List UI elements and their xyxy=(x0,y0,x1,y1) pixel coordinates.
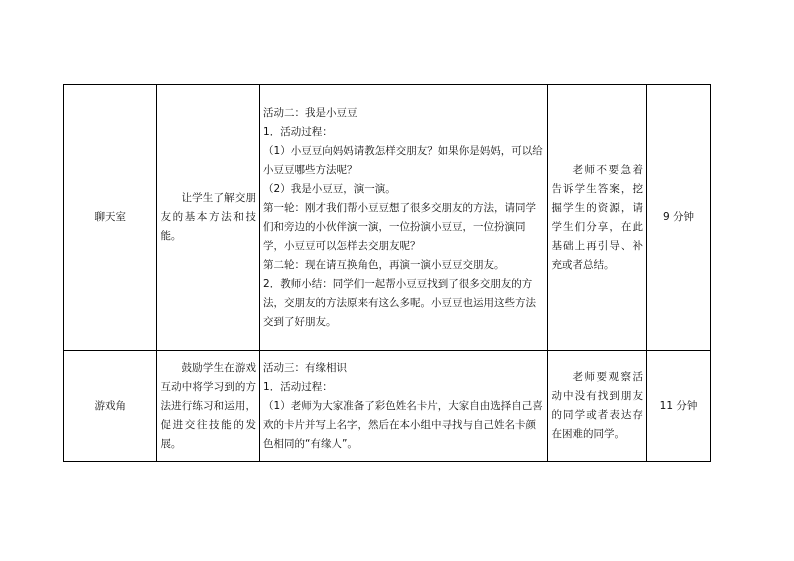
goal-cell: 鼓励学生在游戏互动中将学习到的方法进行练习和运用，促进交往技能的发展。 xyxy=(157,351,260,462)
activity-line: （1）老师为大家准备了彩色姓名卡片，大家自由选择自己喜欢的卡片并写上名字，然后在本小组中寻找与自己姓名卡颜色相同的“有缘人”。 xyxy=(263,399,543,450)
activity-line: 第一轮：刚才我们帮小豆豆想了很多交朋友的方法，请同学们和旁边的小伙伴演一演，一位扮演小豆豆，一位扮演同学，小豆豆可以怎样去交朋友呢？ xyxy=(263,201,537,252)
teacher-tip-cell: 老师要观察活动中没有找到朋友的同学或者表达存在困难的同学。 xyxy=(548,351,647,462)
activity-cell xyxy=(260,351,548,462)
activity-line: （1）小豆豆向妈妈请教怎样交朋友？如果你是妈妈，可以给小豆豆哪些方法呢？ xyxy=(263,144,543,176)
activity-line: 第二轮：现在请互换角色，再演一演小豆豆交朋友。 xyxy=(263,258,505,271)
section-name-cell: 游戏角 xyxy=(64,351,157,462)
activity-line: 1．活动过程： xyxy=(263,380,333,393)
activity-line: 活动三：有缘相识 xyxy=(263,361,348,374)
section-name-cell: 聊天室 xyxy=(64,85,157,351)
duration-cell: 11 分钟 xyxy=(646,351,710,462)
activity-line: 活动二：我是小豆豆 xyxy=(263,106,358,119)
activity-line: 1．活动过程： xyxy=(263,125,333,138)
teacher-tip-cell: 老师不要急着告诉学生答案，挖掘学生的资源，请学生们分享，在此基础上再引导、补充或者总结。 xyxy=(548,85,647,351)
table-row xyxy=(64,351,711,462)
activity-line: 2．教师小结：同学们一起帮小豆豆找到了很多交朋友的方法，交朋友的方法原来有这么多呢。小豆豆也运用这些方法交到了好朋友。 xyxy=(263,277,537,328)
table-row xyxy=(64,85,711,351)
goal-cell: 让学生了解交朋友的基本方法和技能。 xyxy=(157,85,260,351)
activity-line: （2）我是小豆豆，演一演。 xyxy=(263,182,396,195)
lesson-plan-table xyxy=(63,84,711,462)
duration-cell: 9 分钟 xyxy=(646,85,710,351)
activity-cell xyxy=(260,85,548,351)
